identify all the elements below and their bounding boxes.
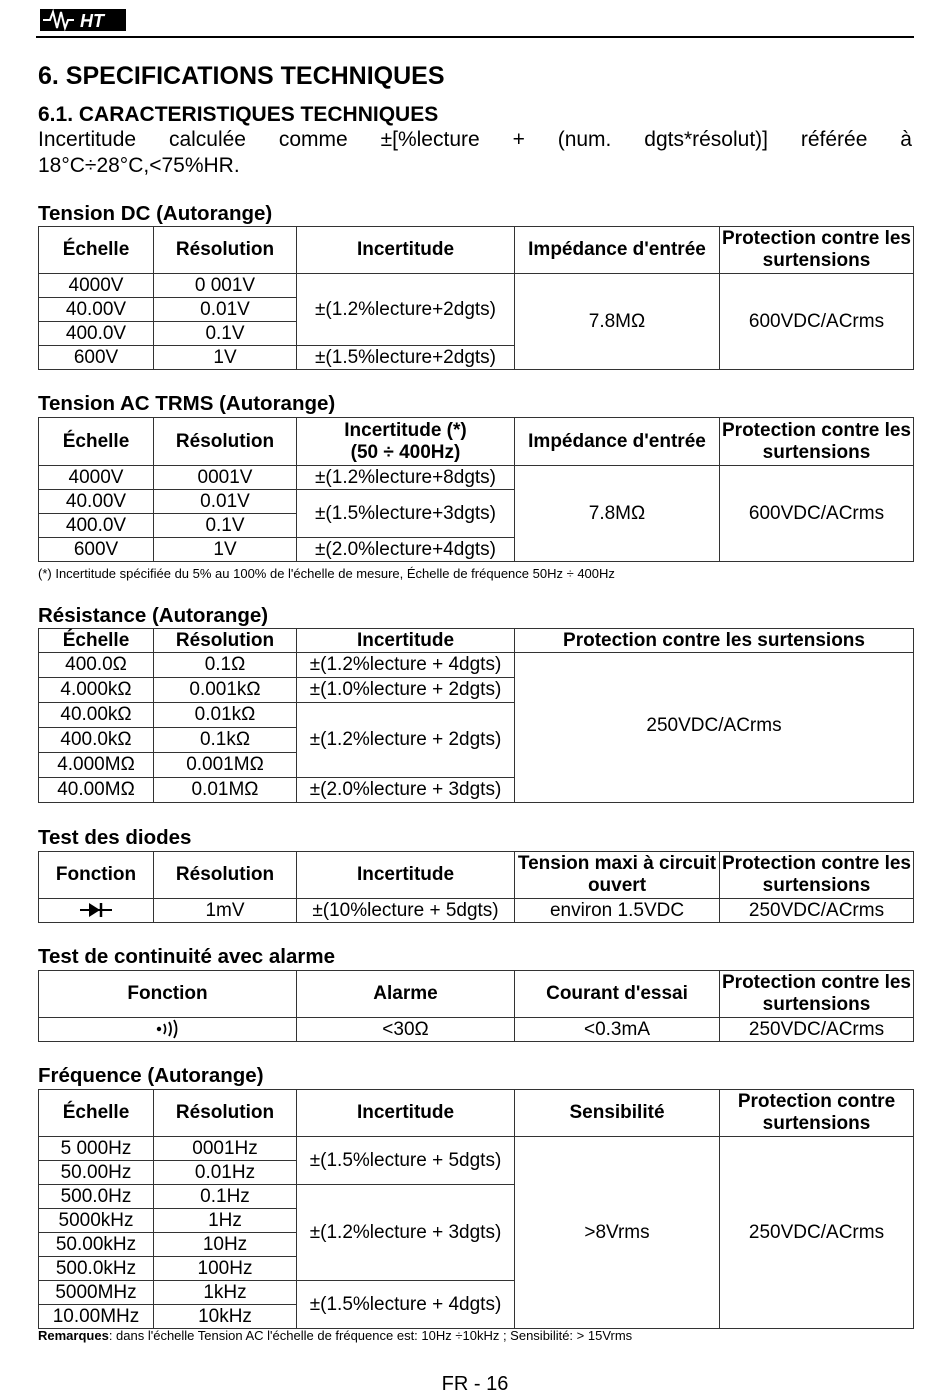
range-cell: 400.0Ω [39,653,154,678]
resolution-cell: 0.01MΩ [154,778,297,803]
range-cell: 4.000MΩ [39,753,154,778]
range-cell: 5000kHz [39,1209,154,1233]
resolution-cell: 0.1Hz [154,1185,297,1209]
header-test-current: Courant d'essai [515,971,720,1018]
resolution-cell: 1Hz [154,1209,297,1233]
range-cell: 40.00V [39,490,154,514]
uncertainty-cell: ±(10%lecture + 5dgts) [297,899,515,923]
range-cell: 40.00kΩ [39,703,154,728]
intro-word: comme [278,128,348,151]
page-header [36,6,914,38]
header-range: Échelle [39,227,154,274]
header-protection: Protection contre les surtensions [720,852,914,899]
header-impedance: Impédance d'entrée [515,418,720,466]
uncertainty-cell: ±(1.2%lecture + 2dgts) [297,703,515,778]
header-open-voltage: Tension maxi à circuit ouvert [515,852,720,899]
protection-cell: 250VDC/ACrms [720,1137,914,1329]
protection-cell: 250VDC/ACrms [515,653,914,803]
header-resolution: Résolution [154,852,297,899]
uncertainty-cell: ±(1.2%lecture + 4dgts) [297,653,515,678]
range-cell: 4000V [39,274,154,298]
ac-voltage-table [38,417,914,562]
resistance-table [38,628,914,803]
protection-cell: 250VDC/ACrms [720,1018,914,1042]
logo-text: HT [80,11,104,31]
header-protection: Protection contre les surtensions [720,418,914,466]
intro-word: Incertitude [38,128,137,151]
header-uncertainty: Incertitude [297,227,515,274]
range-cell: 600V [39,346,154,370]
header-uncertainty-line1: Incertitude (*) [344,419,467,441]
header-uncertainty: Incertitude [297,852,515,899]
header-protection: Protection contre surtensions [720,1090,914,1137]
intro-word: à [900,128,912,151]
resolution-cell: 1mV [154,899,297,923]
range-cell: 400.0kΩ [39,728,154,753]
uncertainty-cell: ±(1.5%lecture+2dgts) [297,346,515,370]
continuity-test-table [38,970,914,1042]
resolution-cell: 0.1V [154,514,297,538]
page-number: FR - 16 [441,1373,509,1395]
uncertainty-cell: ±(1.5%lecture+3dgts) [297,490,515,538]
range-cell: 50.00Hz [39,1161,154,1185]
diode-icon [79,902,113,918]
open-voltage-cell: environ 1.5VDC [515,899,720,923]
intro-word: + [512,128,525,151]
ac-footnote: (*) Incertitude spécifiée du 5% au 100% de l'échelle de mesure, Échelle de fréquence 50Hz ÷ 400Hz [38,566,615,581]
range-cell: 400.0V [39,322,154,346]
header-uncertainty [297,418,515,466]
protection-cell: 600VDC/ACrms [720,274,914,370]
intro-word: calculée [168,128,246,151]
resolution-cell: 1V [154,346,297,370]
ac-voltage-title: Tension AC TRMS (Autorange) [38,392,336,415]
header-resolution: Résolution [154,418,297,466]
sensitivity-cell: >8Vrms [515,1137,720,1329]
header-resolution: Résolution [154,629,297,653]
range-cell: 600V [39,538,154,562]
resistance-title: Résistance (Autorange) [38,604,269,627]
ht-logo-icon [40,8,126,32]
range-cell: 40.00MΩ [39,778,154,803]
resolution-cell: 10Hz [154,1233,297,1257]
intro-word: référée [800,128,868,151]
resolution-cell: 10kHz [154,1305,297,1329]
header-sensitivity: Sensibilité [515,1090,720,1137]
range-cell: 10.00MHz [39,1305,154,1329]
header-protection: Protection contre les surtensions [720,227,914,274]
range-cell: 40.00V [39,298,154,322]
remarks-text: : dans l'échelle Tension AC l'échelle de fréquence est: 10Hz ÷10kHz ; Sensibilité: > 15Vrms [108,1328,633,1343]
header-range: Échelle [39,629,154,653]
resolution-cell: 0 001V [154,274,297,298]
range-cell: 5 000Hz [39,1137,154,1161]
frequency-title: Fréquence (Autorange) [38,1064,264,1087]
uncertainty-cell: ±(1.2%lecture+2dgts) [297,274,515,346]
function-cell [39,899,154,923]
remarks-label: Remarques [38,1328,109,1343]
header-range: Échelle [39,418,154,466]
header-protection: Protection contre les surtensions [720,971,914,1018]
uncertainty-cell: ±(1.5%lecture + 5dgts) [297,1137,515,1185]
intro-word: (num. [557,128,612,151]
uncertainty-cell: ±(1.2%lecture + 3dgts) [297,1185,515,1281]
resolution-cell: 0.01V [154,490,297,514]
diode-test-title: Test des diodes [38,826,192,849]
dc-voltage-table [38,226,914,370]
resolution-cell: 1kHz [154,1281,297,1305]
header-function: Fonction [39,971,297,1018]
range-cell: 400.0V [39,514,154,538]
alarm-cell: <30Ω [297,1018,515,1042]
resolution-cell: 100Hz [154,1257,297,1281]
intro-line-1 [38,128,912,152]
protection-cell: 250VDC/ACrms [720,899,914,923]
header-resolution: Résolution [154,1090,297,1137]
resolution-cell: 0001Hz [154,1137,297,1161]
header-uncertainty: Incertitude [297,629,515,653]
intro-word: dgts*résolut)] [644,128,768,151]
resolution-cell: 0.001kΩ [154,678,297,703]
range-cell: 50.00kHz [39,1233,154,1257]
range-cell: 4000V [39,466,154,490]
intro-word: ±[%lecture [380,128,480,151]
resolution-cell: 0.01V [154,298,297,322]
uncertainty-cell: ±(2.0%lecture + 3dgts) [297,778,515,803]
frequency-table [38,1089,914,1329]
range-cell: 500.0kHz [39,1257,154,1281]
uncertainty-cell: ±(1.0%lecture + 2dgts) [297,678,515,703]
header-uncertainty: Incertitude [297,1090,515,1137]
resolution-cell: 0001V [154,466,297,490]
diode-test-table [38,851,914,923]
uncertainty-cell: ±(1.2%lecture+8dgts) [297,466,515,490]
resolution-cell: 0.1Ω [154,653,297,678]
range-cell: 4.000kΩ [39,678,154,703]
uncertainty-cell: ±(2.0%lecture+4dgts) [297,538,515,562]
page-title: 6. SPECIFICATIONS TECHNIQUES [38,62,445,90]
resolution-cell: 0.1V [154,322,297,346]
resolution-cell: 0.01kΩ [154,703,297,728]
intro-line-2: 18°C÷28°C,<75%HR. [38,154,240,177]
header-alarm: Alarme [297,971,515,1018]
resolution-cell: 1V [154,538,297,562]
uncertainty-cell: ±(1.5%lecture + 4dgts) [297,1281,515,1329]
frequency-remarks [38,1328,632,1343]
resolution-cell: 0.01Hz [154,1161,297,1185]
function-cell [39,1018,297,1042]
header-impedance: Impédance d'entrée [515,227,720,274]
continuity-buzzer-icon [155,1019,181,1039]
section-subtitle: 6.1. CARACTERISTIQUES TECHNIQUES [38,103,439,126]
range-cell: 500.0Hz [39,1185,154,1209]
resolution-cell: 0.1kΩ [154,728,297,753]
impedance-cell: 7.8MΩ [515,466,720,562]
dc-voltage-title: Tension DC (Autorange) [38,202,273,225]
range-cell: 5000MHz [39,1281,154,1305]
header-resolution: Résolution [154,227,297,274]
header-protection: Protection contre les surtensions [515,629,914,653]
header-function: Fonction [39,852,154,899]
header-uncertainty-line2: (50 ÷ 400Hz) [350,441,461,463]
protection-cell: 600VDC/ACrms [720,466,914,562]
impedance-cell: 7.8MΩ [515,274,720,370]
continuity-test-title: Test de continuité avec alarme [38,945,335,968]
resolution-cell: 0.001MΩ [154,753,297,778]
header-range: Échelle [39,1090,154,1137]
test-current-cell: <0.3mA [515,1018,720,1042]
